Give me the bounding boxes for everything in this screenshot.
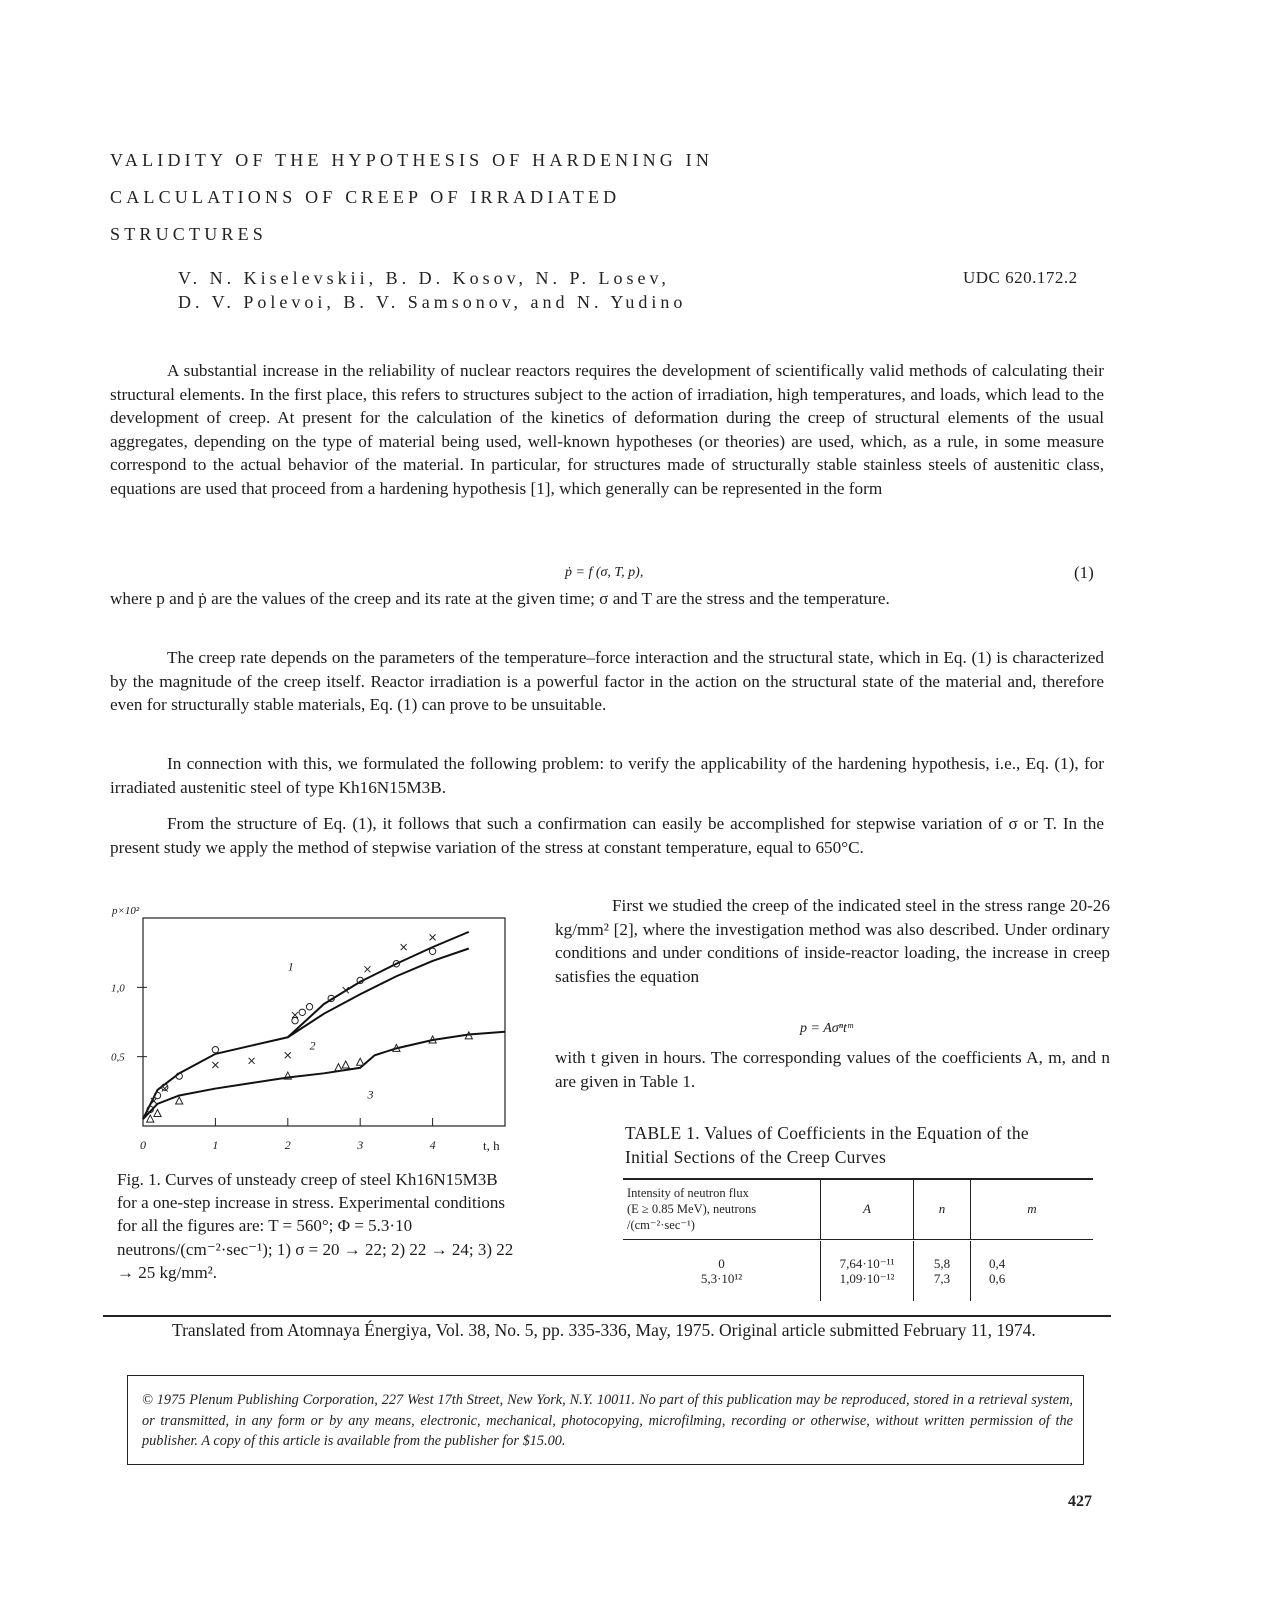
article-title-line-2: CALCULATIONS OF CREEP OF IRRADIATED: [110, 187, 621, 207]
marker-triangle: [357, 1058, 364, 1065]
paragraph-3: In connection with this, we formulated the following problem: to verify the applicability of the hardening hypothesis, i.e., Eq. (1), for irradiated austenitic steel of type Kh16N15M3B.: [110, 754, 1104, 797]
cell-a-row-1: 7,64·10⁻¹¹: [839, 1255, 895, 1271]
copyright-text: © 1975 Plenum Publishing Corporation, 227 West 17th Street, New York, N.Y. 10011. No part of this publication may be reproduced, stored in a retrieval system, or transmitted, in any form or by any means, electronic, mechanical, photocopying, microfilming, recording or otherwise, without written permission of the publisher. A copy of this article is available from the publisher for $15.00.: [142, 1392, 1073, 1449]
cell-a: [821, 1241, 914, 1301]
y-tick-label: 1,0: [111, 982, 125, 995]
marker-circle: [306, 1004, 312, 1010]
paragraph-2: The creep rate depends on the parameters of the temperature–force interaction and the structural state, which in Eq. (1) is characterized by the magnitude of the creep itself. Reactor irradiation is a powerful factor in the action on the structural state of the material and, therefore even for structurally stable materials, Eq. (1) can prove to be unsuitable.: [110, 648, 1104, 715]
y-axis-label: p×10²: [112, 905, 140, 917]
coefficient-table: [623, 1180, 1093, 1301]
authors-line-1: V. N. Kiselevskii, B. D. Kosov, N. P. Losev,: [178, 268, 670, 288]
marker-triangle: [335, 1064, 342, 1071]
cell-m: [971, 1241, 1094, 1301]
translation-footnote: Translated from Atomnaya Énergiya, Vol. 38, No. 5, pp. 335-336, May, 1975. Original article submitted February 11, 1974.: [172, 1320, 1036, 1340]
cell-flux-row-2: 5,3·10¹²: [700, 1270, 743, 1286]
cell-m-row-2: 0,6: [989, 1270, 1006, 1286]
marker-triangle: [147, 1115, 154, 1122]
marker-cross: [401, 944, 407, 950]
header-a: A: [821, 1180, 914, 1240]
marker-triangle: [342, 1061, 349, 1068]
y-tick-label: 0,5: [111, 1051, 125, 1064]
cell-a-row-2: 1,09·10⁻¹²: [839, 1270, 895, 1286]
marker-cross: [430, 934, 436, 940]
page-number: 427: [1068, 1493, 1092, 1510]
x-tick-label: 0: [140, 1138, 146, 1152]
paragraph-1b: where p and ṗ are the values of the creep and its rate at the given time; σ and T are the stress and the temperature.: [110, 589, 890, 608]
udc-code: UDC 620.172.2: [963, 268, 1078, 287]
curve-label: 3: [367, 1087, 374, 1102]
marker-cross: [285, 1052, 291, 1058]
marker-circle: [299, 1009, 305, 1015]
footnote-rule: [103, 1315, 1111, 1317]
paragraph-5: First we studied the creep of the indicated steel in the stress range 20-26 kg/mm² [2], where the investigation method was also described. Under ordinary conditions and under conditions of inside-reactor loading, the increase in creep satisfies the equation: [555, 896, 1110, 986]
table-1-caption: TABLE 1. Values of Coefficients in the Equation of the Initial Sections of the Creep Curves: [625, 1123, 1029, 1167]
figure-caption: Fig. 1. Curves of unsteady creep of steel Kh16N15M3B for a one-step increase in stress. Experimental conditions for all the figures are: T = 560°; Φ = 5.3·10 neutrons/(cm⁻²·sec⁻¹); 1) σ = 20 → 22; 2) 22 → 24; 3) 22 → 25 kg/mm².: [117, 1170, 514, 1282]
cell-n: [914, 1241, 971, 1301]
paragraph-6: with t given in hours. The corresponding values of the coefficients A, m, and n are given in Table 1.: [555, 1048, 1110, 1091]
x-tick-label: 4: [429, 1138, 436, 1152]
marker-cross: [364, 966, 370, 972]
marker-cross: [249, 1058, 255, 1064]
equation-2: p = Aσⁿtᵐ: [800, 1021, 853, 1036]
article-title-line-3: STRUCTURES: [110, 224, 268, 244]
copyright-box: [127, 1375, 1084, 1465]
article-title-line-1: VALIDITY OF THE HYPOTHESIS OF HARDENING IN: [110, 150, 714, 170]
plot-frame: [143, 918, 505, 1126]
header-flux-line-1: Intensity of neutron flux: [627, 1186, 749, 1201]
header-flux-line-3: /(cm⁻²·sec⁻¹): [627, 1218, 695, 1233]
x-tick-label: 3: [357, 1138, 364, 1152]
creep-chart: [105, 905, 525, 1170]
x-axis-label: t, h: [483, 1138, 500, 1153]
marker-cross: [212, 1062, 218, 1068]
table-1: [623, 1178, 1093, 1301]
equation-1: ṗ = f (σ, T, p),: [565, 565, 644, 580]
cell-n-row-2: 7,3: [933, 1270, 951, 1286]
equation-1-number: (1): [1074, 563, 1094, 582]
header-m: m: [1027, 1201, 1037, 1217]
cell-n-row-1: 5,8: [933, 1255, 951, 1271]
marker-circle: [429, 948, 435, 954]
curve-label: 1: [287, 959, 294, 974]
creep-curve-1: [143, 1032, 505, 1119]
marker-circle: [292, 1017, 298, 1023]
cell-flux-row-1: 0: [718, 1255, 725, 1271]
paragraph-1: A substantial increase in the reliability of nuclear reactors requires the development of scientifically valid methods of calculating their structural elements. In the first place, this refers to structures subject to the action of irradiation, high temperatures, and loads, which lead to the development of creep. At present for the calculation of the kinetics of deformation during the creep of structural elements of the usual aggregates, depending on the type of material being used, well-known hypotheses (or theories) are used, which, as a rule, in some measure correspond to the actual behavior of the material. In particular, for structures made of structurally stable stainless steels of austenitic class, equations are used that proceed from a hardening hypothesis [1], which generally can be represented in the form: [110, 361, 1104, 498]
marker-triangle: [176, 1097, 183, 1104]
header-flux: [623, 1180, 821, 1240]
curve-label: 2: [309, 1038, 316, 1053]
authors-line-2: D. V. Polevoi, B. V. Samsonov, and N. Yudino: [178, 292, 687, 312]
header-flux-line-2: (E ≥ 0.85 MeV), neutrons: [627, 1202, 757, 1217]
x-tick-label: 2: [284, 1138, 291, 1152]
marker-circle: [212, 1047, 218, 1053]
header-n: n: [914, 1180, 971, 1240]
x-tick-label: 1: [212, 1138, 219, 1152]
figure-1: [105, 905, 525, 1170]
marker-triangle: [154, 1110, 161, 1117]
paragraph-4: From the structure of Eq. (1), it follows that such a confirmation can easily be accomplished for stepwise variation of σ or T. In the present study we apply the method of stepwise variation of the stress at constant temperature, equal to 650°C.: [110, 814, 1104, 857]
cell-m-row-1: 0,4: [989, 1255, 1006, 1271]
cell-flux: [623, 1241, 821, 1301]
